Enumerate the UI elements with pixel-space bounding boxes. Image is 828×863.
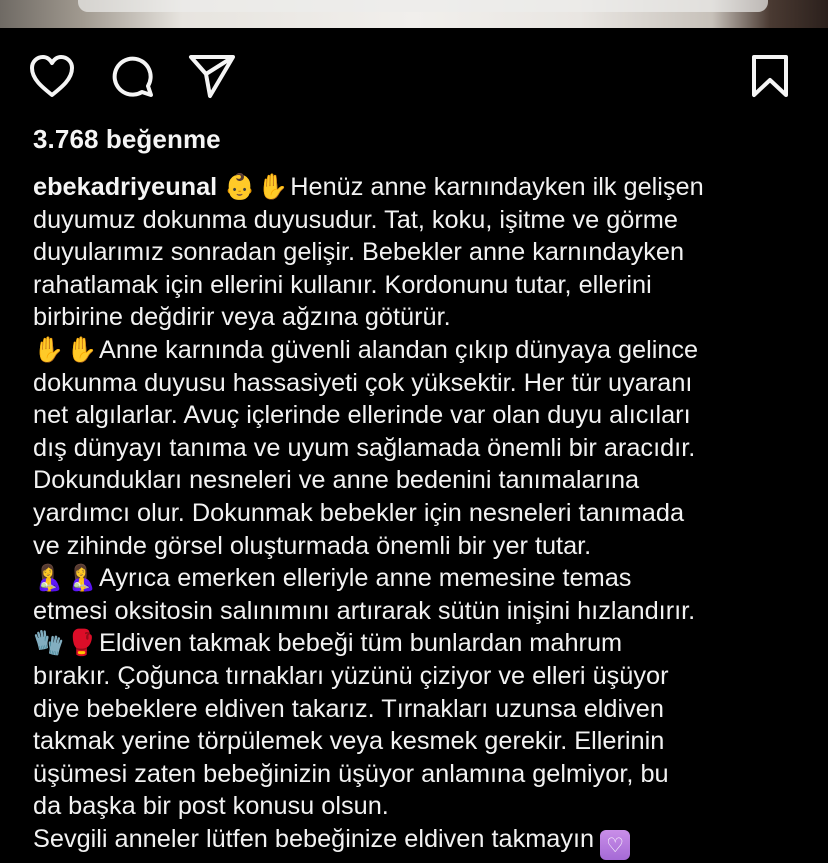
raised-hand-emoji-icon: ✋	[66, 334, 98, 364]
caption-line	[33, 562, 819, 595]
breastfeeding-emoji-icon: 🤱	[66, 563, 98, 593]
caption-line: duyularımız sonradan gelişir. Bebekler anne karnındayken	[33, 238, 685, 267]
caption-text: Sevgili anneler lütfen bebeğinize eldiven takmayın	[33, 824, 595, 853]
username-link[interactable]: ebekadriyeunal	[33, 173, 218, 201]
caption-line: bırakır. Çoğunca tırnakları yüzünü çiziyor ve elleri üşüyor	[33, 661, 669, 690]
gloves-emoji-icon: 🧤	[33, 628, 65, 658]
heart-emoji-icon: ♡	[600, 830, 630, 860]
post-action-bar	[0, 50, 828, 106]
caption-text: Anne karnında güvenli alandan çıkıp dünyaya gelince	[99, 335, 699, 364]
post-photo-bottom-edge[interactable]	[0, 0, 828, 28]
caption-line: da başka bir post konusu olsun.	[33, 792, 389, 821]
caption-line: dış dünyayı tanıma ve uyum sağlamada önemli bir aracıdır.	[33, 433, 696, 462]
breastfeeding-emoji-icon: 🤱	[33, 563, 65, 593]
caption-text: Eldiven takmak bebeği tüm bunlardan mahrum	[99, 629, 623, 658]
comment-button[interactable]	[106, 50, 158, 102]
caption-line: dokunma duyusu hassasiyeti çok yüksektir. Her tür uyaranı	[33, 368, 693, 397]
caption-text: Ayrıca emerken elleriyle anne memesine temas	[99, 564, 632, 593]
caption-line: net algılarlar. Avuç içlerinde ellerinde var olan duyu alıcıları	[33, 401, 691, 430]
caption-line: ve zihinde görsel oluşturmada önemli bir yer tutar.	[33, 531, 592, 560]
caption-line	[33, 334, 819, 367]
bookmark-icon	[750, 54, 790, 98]
caption-line: rahatlamak için ellerini kullanır. Kordonunu tutar, ellerini	[33, 270, 652, 299]
post-caption	[33, 171, 819, 855]
likes-count[interactable]: 3.768 beğenme	[33, 124, 221, 154]
raised-hand-emoji-icon: ✋	[257, 172, 289, 201]
save-button[interactable]	[744, 50, 796, 102]
paper-plane-icon	[188, 53, 236, 99]
caption-line: birbirine değdirir veya ağzına götürür.	[33, 303, 451, 332]
share-button[interactable]	[186, 50, 238, 102]
caption-line	[33, 823, 819, 856]
caption-text: Henüz anne karnındayken ilk gelişen	[290, 173, 704, 201]
heart-outline-icon	[28, 54, 76, 98]
boxing-glove-emoji-icon: 🥊	[66, 628, 98, 658]
like-button[interactable]	[26, 50, 78, 102]
caption-line	[33, 171, 819, 204]
caption-line: üşümesi zaten bebeğinizin üşüyor anlamına gelmiyor, bu	[33, 759, 669, 788]
caption-line: etmesi oksitosin salınımını artırarak sütün inişini hızlandırır.	[33, 596, 696, 625]
raised-hand-emoji-icon: ✋	[33, 334, 65, 364]
caption-line: takmak yerine törpülemek veya kesmek gerekir. Ellerinin	[33, 727, 665, 756]
caption-line	[33, 627, 819, 660]
caption-line: diye bebeklere eldiven takarız. Tırnakları uzunsa eldiven	[33, 694, 664, 723]
photo-highlight	[78, 0, 768, 12]
caption-line: duyumuz dokunma duyusudur. Tat, koku, işitme ve görme	[33, 205, 678, 234]
comment-bubble-icon	[109, 53, 155, 99]
caption-line: yardımcı olur. Dokunmak bebekler için nesneleri tanımada	[33, 498, 685, 527]
caption-line: Dokundukları nesneleri ve anne bedenini tanımalarına	[33, 466, 640, 495]
baby-emoji-icon: 👶	[224, 172, 256, 201]
